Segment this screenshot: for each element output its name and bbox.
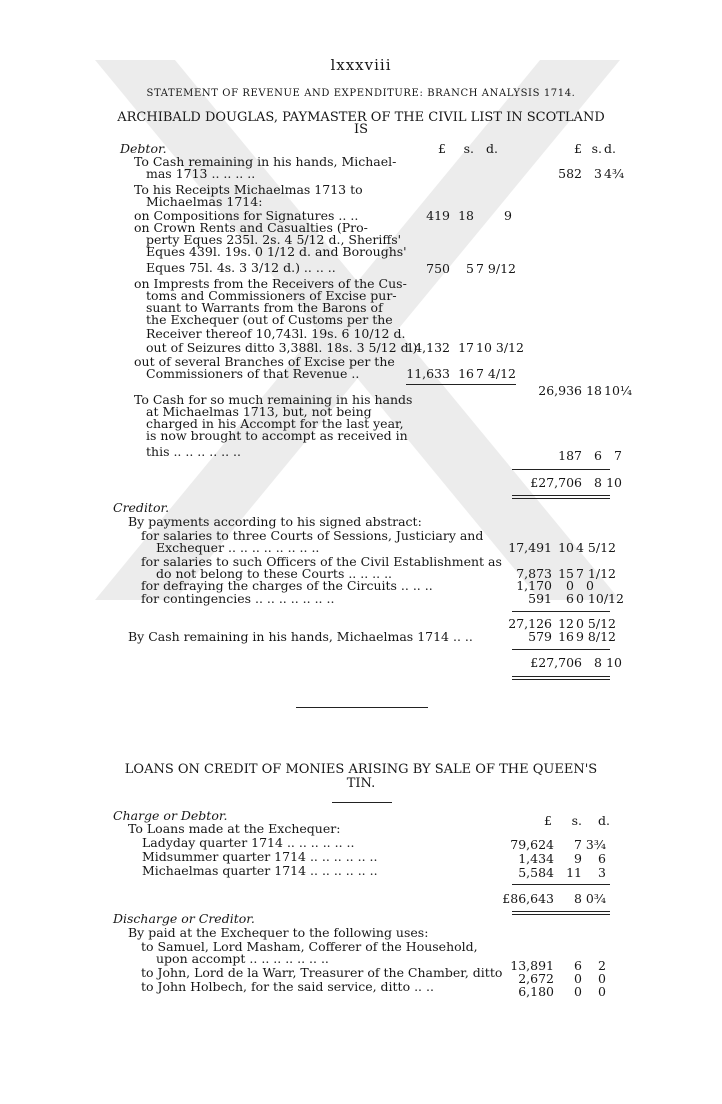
loan-shillings: 9: [574, 851, 582, 866]
creditor-line: By payments according to his signed abstract:: [128, 514, 422, 529]
creditor-total-double-rule: [512, 676, 610, 680]
debtor-line: toms and Commissioners of Excise pur-: [146, 288, 397, 303]
debtor-line: on Compositions for Signatures .. ..: [134, 208, 359, 223]
debtor-line: this .. .. .. .. .. ..: [146, 444, 242, 459]
page-number: lxxxviii: [330, 56, 392, 74]
discharge-pence: 0: [598, 971, 606, 986]
loan-pence: 6: [598, 851, 606, 866]
debtor-line: the Exchequer (out of Customs per the: [146, 312, 393, 327]
col-pence-header-2: d.: [604, 141, 616, 156]
debtor-line: at Michaelmas 1713, but, not being: [146, 404, 372, 419]
total-rule: [512, 469, 610, 470]
debtor-total-pounds: £27,706: [530, 475, 582, 490]
debtor-line: Eques 439l. 19s. 0 1/12 d. and Boroughs': [146, 244, 407, 259]
creditor-pence: 0 10/12: [576, 591, 624, 606]
creditor-pence: 9 8/12: [576, 629, 616, 644]
creditor-total-shillings: 8: [594, 655, 602, 670]
creditor-line: Exchequer .. .. .. .. .. .. .. ..: [156, 540, 320, 555]
inner-pence: 10 3/12: [476, 340, 524, 355]
discharge-shillings: 6: [574, 958, 582, 973]
creditor-pence: 4 5/12: [576, 540, 616, 555]
col-shillings-header-3: s.: [571, 813, 582, 828]
debtor-total-pence: 10: [606, 475, 622, 490]
discharge-pence: 2: [598, 958, 606, 973]
inner-shillings: 18: [458, 208, 474, 223]
debtor-line: Commissioners of that Revenue ..: [146, 366, 360, 381]
creditor-total-rule: [512, 649, 610, 650]
creditor-pence: 0 5/12: [576, 616, 616, 631]
loan-pence: 3¾: [585, 837, 606, 852]
creditor-line: for salaries to such Officers of the Civil Establishment as: [141, 554, 502, 569]
debtor-line: on Imprests from the Receivers of the Cus-: [134, 276, 407, 291]
debtor-line: To his Receipts Michaelmas 1713 to: [134, 182, 363, 197]
outer-pounds: 582: [558, 166, 582, 181]
creditor-shillings: 0: [566, 578, 574, 593]
creditor-pounds: 579: [528, 629, 552, 644]
outer-shillings: 6: [594, 448, 602, 463]
section1-title: ARCHIBALD DOUGLAS, PAYMASTER OF THE CIVIL LIST IN SCOTLAND: [117, 110, 605, 125]
debtor-total-shillings: 8: [594, 475, 602, 490]
col-shillings-header: s.: [463, 141, 474, 156]
loan-total-double-rule: [512, 911, 610, 915]
col-pounds-header-3: £: [544, 813, 552, 828]
col-shillings-header-2: s.: [591, 141, 602, 156]
inner-pounds: 11,633: [406, 366, 450, 381]
loan-total-rule: [512, 884, 610, 885]
subtotal-rule: [406, 384, 516, 385]
creditor-shillings: 16: [558, 629, 574, 644]
discharge-line: to John, Lord de la Warr, Treasurer of the Chamber, ditto: [141, 965, 503, 980]
outer-shillings: 3: [594, 166, 602, 181]
debtor-line: is now brought to accompt as received in: [146, 428, 408, 443]
section1-title-2: IS: [353, 122, 369, 137]
debtor-label: Debtor.: [120, 141, 167, 156]
debtor-line: Michaelmas 1714:: [146, 194, 263, 209]
section-divider: [296, 707, 428, 708]
discharge-pounds: 2,672: [518, 971, 554, 986]
inner-shillings: 16: [458, 366, 474, 381]
discharge-line: to John Holbech, for the said service, ditto .. ..: [141, 979, 434, 994]
col-pounds-header-2: £: [574, 141, 582, 156]
discharge-shillings: 0: [574, 971, 582, 986]
creditor-pounds: 591: [528, 591, 552, 606]
col-pence-header-3: d.: [598, 813, 610, 828]
loan-pounds: 79,624: [510, 837, 554, 852]
debtor-line: suant to Warrants from the Barons of: [146, 300, 383, 315]
loan-pounds: 1,434: [518, 851, 554, 866]
creditor-line: do not belong to these Courts .. .. .. ..: [156, 566, 393, 581]
creditor-label: Creditor.: [113, 500, 170, 515]
charge-line: To Loans made at the Exchequer:: [128, 821, 341, 836]
creditor-pence: 0: [586, 578, 594, 593]
creditor-pounds: 1,170: [516, 578, 552, 593]
loan-total-pounds: £86,643: [502, 891, 554, 906]
discharge-line: to Samuel, Lord Masham, Cofferer of the Household,: [141, 939, 478, 954]
creditor-pounds: 27,126: [508, 616, 552, 631]
debtor-line: Eques 75l. 4s. 3 3/12 d.) .. .. ..: [146, 260, 336, 275]
loan-pence: 3: [598, 865, 606, 880]
creditor-pounds: 17,491: [508, 540, 552, 555]
debtor-line: out of Seizures ditto 3,388l. 18s. 3 5/12 d.): [146, 340, 418, 355]
inner-shillings: 17: [458, 340, 474, 355]
discharge-pounds: 13,891: [510, 958, 554, 973]
creditor-total-pounds: £27,706: [530, 655, 582, 670]
creditor-shillings: 15: [558, 566, 574, 581]
loan-pounds: 5,584: [518, 865, 554, 880]
creditor-total-pence: 10: [606, 655, 622, 670]
discharge-shillings: 0: [574, 984, 582, 999]
inner-pounds: 419: [426, 208, 450, 223]
creditor-line: for contingencies .. .. .. .. .. .. ..: [141, 591, 335, 606]
outer-pence: 10¼: [604, 383, 633, 398]
outer-pence: 7: [614, 448, 622, 463]
debtor-line: mas 1713 .. .. .. ..: [146, 166, 256, 181]
debtor-line: charged in his Accompt for the last year,: [146, 416, 404, 431]
section2-title: LOANS ON CREDIT OF MONIES ARISING BY SALE OF THE QUEEN'S: [124, 762, 598, 777]
discharge-pounds: 6,180: [518, 984, 554, 999]
inner-pounds: 14,132: [406, 340, 450, 355]
loan-total-shillings: 8: [574, 891, 582, 906]
section2-title-2: TIN.: [346, 776, 376, 791]
charge-line: Ladyday quarter 1714 .. .. .. .. .. ..: [142, 835, 355, 850]
creditor-shillings: 10: [558, 540, 574, 555]
total-double-rule: [512, 495, 610, 499]
title-underline: [332, 802, 392, 803]
debtor-line: To Cash remaining in his hands, Michael-: [134, 154, 397, 169]
discharge-label: Discharge or Creditor.: [113, 911, 255, 926]
debtor-line: on Crown Rents and Casualties (Pro-: [134, 220, 368, 235]
creditor-sub-rule: [512, 611, 610, 612]
charge-line: Midsummer quarter 1714 .. .. .. .. .. ..: [142, 849, 378, 864]
loan-shillings: 7: [574, 837, 582, 852]
debtor-line: To Cash for so much remaining in his hands: [134, 392, 413, 407]
outer-pounds: 187: [558, 448, 582, 463]
inner-pence: 9: [504, 208, 512, 223]
inner-shillings: 5: [466, 261, 474, 276]
inner-pounds: 750: [426, 261, 450, 276]
inner-pence: 7 9/12: [476, 261, 516, 276]
outer-shillings: 18: [586, 383, 602, 398]
outer-pence: 4¾: [604, 166, 625, 181]
debtor-line: out of several Branches of Excise per the: [134, 354, 395, 369]
discharge-line: upon accompt .. .. .. .. .. .. ..: [156, 951, 329, 966]
creditor-pounds: 7,873: [516, 566, 552, 581]
creditor-shillings: 12: [558, 616, 574, 631]
debtor-line: perty Eques 235l. 2s. 4 5/12 d., Sheriffs': [146, 232, 402, 247]
running-head: STATEMENT OF REVENUE AND EXPENDITURE: BRANCH ANALYSIS 1714.: [146, 88, 576, 99]
col-pounds-header: £: [438, 141, 446, 156]
outer-pounds: 26,936: [538, 383, 582, 398]
creditor-line: for defraying the charges of the Circuits .. .. ..: [141, 578, 433, 593]
charge-label: Charge or Debtor.: [113, 808, 228, 823]
loan-total-pence: 0¾: [585, 891, 606, 906]
creditor-shillings: 6: [566, 591, 574, 606]
discharge-line: By paid at the Exchequer to the following uses:: [128, 925, 429, 940]
creditor-pence: 7 1/12: [576, 566, 616, 581]
inner-pence: 7 4/12: [476, 366, 516, 381]
loan-shillings: 11: [566, 865, 582, 880]
creditor-line: By Cash remaining in his hands, Michaelmas 1714 .. ..: [128, 629, 473, 644]
creditor-line: for salaries to three Courts of Sessions, Justiciary and: [141, 528, 484, 543]
col-pence-header: d.: [486, 141, 498, 156]
charge-line: Michaelmas quarter 1714 .. .. .. .. .. ..: [142, 863, 378, 878]
debtor-line: Receiver thereof 10,743l. 19s. 6 10/12 d.: [146, 326, 406, 341]
discharge-pence: 0: [598, 984, 606, 999]
